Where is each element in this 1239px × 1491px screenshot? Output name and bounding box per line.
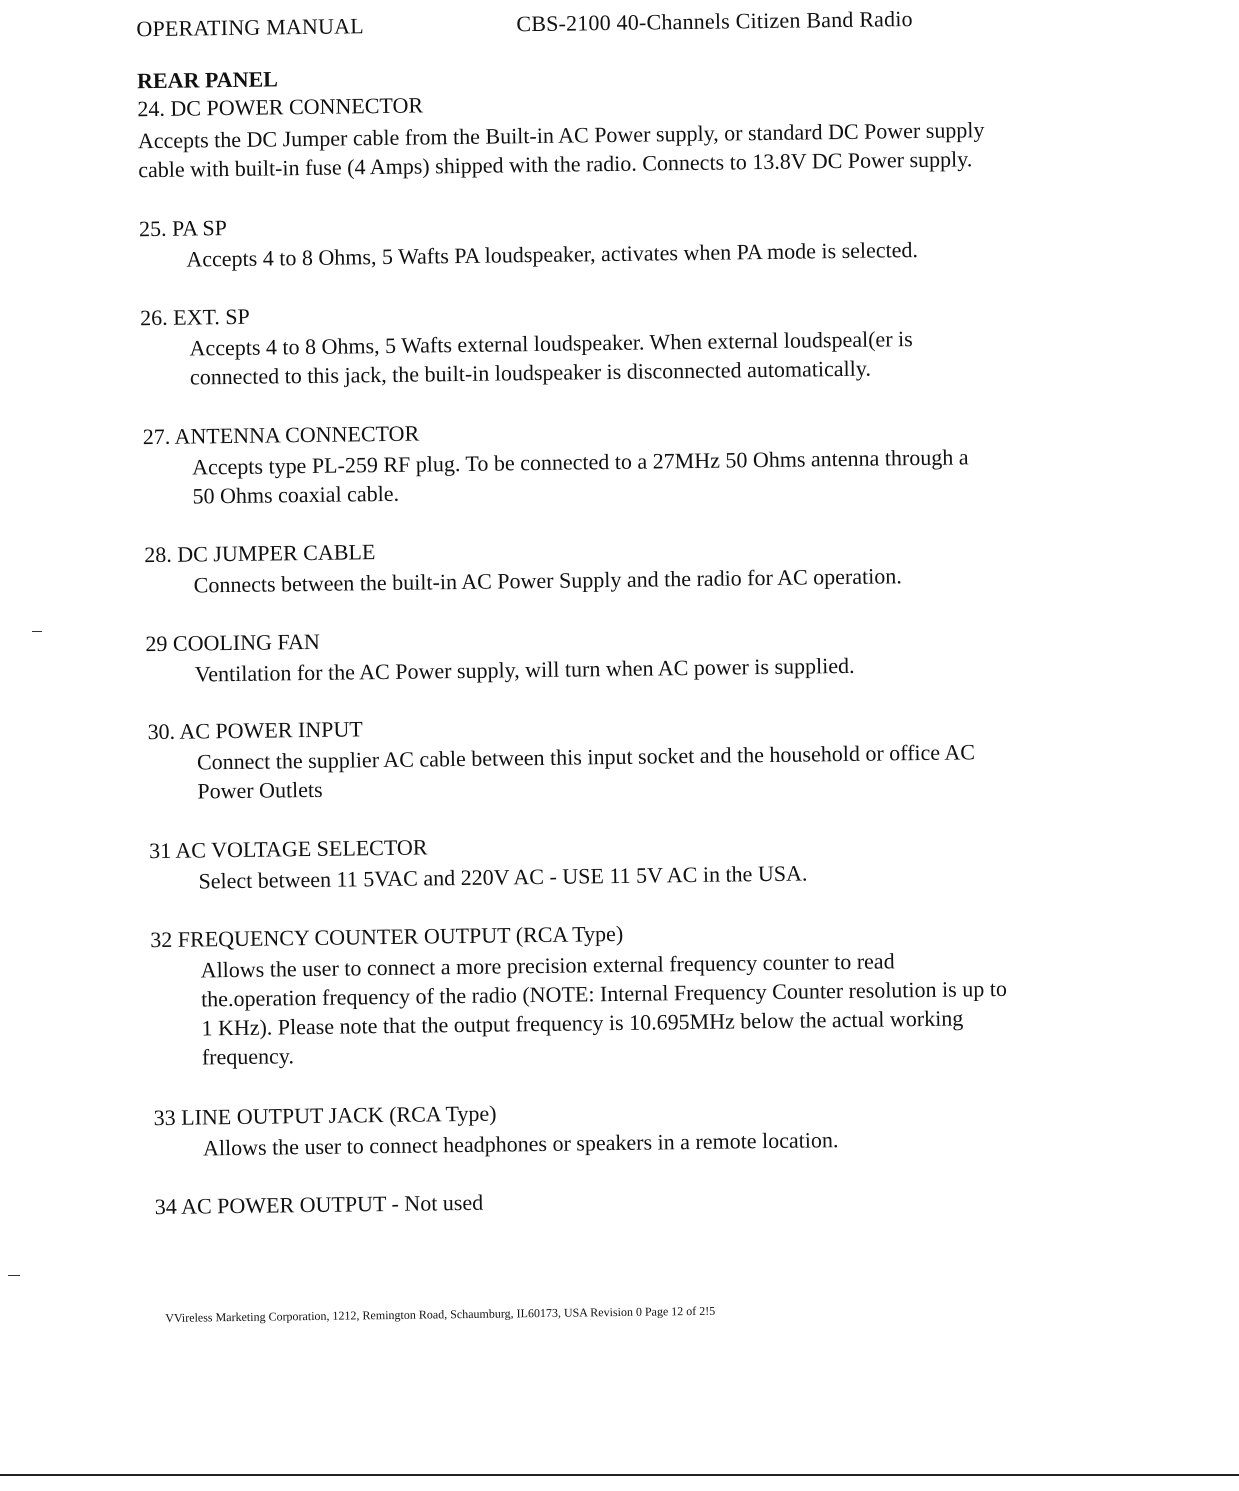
item-29-desc-line-1: Ventilation for the AC Power supply, will turn when AC power is supplied. [194,652,855,687]
item-34-heading: 34 AC POWER OUTPUT - Not used [154,1189,484,1220]
item-32-heading: 32 FREQUENCY COUNTER OUTPUT (RCA Type) [150,920,624,953]
section-title: REAR PANEL [136,66,278,94]
item-24-desc-line-2: cable with built-in fuse (4 Amps) shipped with the radio. Connects to 13.8V DC Power supply. [138,146,973,183]
item-27-desc-line-1: Accepts type PL-259 RF plug. To be connected to a 27MHz 50 Ohms antenna through a [191,444,969,480]
header-product-title: CBS-2100 40-Channels Citizen Band Radio [516,6,913,37]
header-manual-title: OPERATING MANUAL [136,13,365,42]
bottom-rule [0,1474,1239,1476]
item-26-heading: 26. EXT. SP [140,303,250,331]
item-31-heading: 31 AC VOLTAGE SELECTOR [148,834,428,864]
item-32-desc-line-4: frequency. [201,1043,295,1070]
item-32-desc-line-2: the.operation frequency of the radio (NOTE: Internal Frequency Counter resolution is up to [200,975,1008,1012]
item-27-heading: 27. ANTENNA CONNECTOR [142,420,420,450]
item-26-desc-line-2: connected to this jack, the built-in loudspeaker is disconnected automatically. [189,355,872,390]
item-25-heading: 25. PA SP [138,215,228,242]
item-27-desc-line-2: 50 Ohms coaxial cable. [192,480,400,509]
item-30-heading: 30. AC POWER INPUT [147,716,363,745]
item-26-desc-line-1: Accepts 4 to 8 Ohms, 5 Wafts external loudspeaker. When external loudspeal(er is [189,326,913,361]
scan-mark-2 [8,1275,20,1276]
item-31-desc-line-1: Select between 11 5VAC and 220V AC - USE 11 5V AC in the USA. [198,860,808,894]
item-30-desc-line-1: Connect the supplier AC cable between this input socket and the household or office AC [196,739,976,775]
item-30-desc-line-2: Power Outlets [197,776,323,804]
item-28-desc-line-1: Connects between the built-in AC Power Supply and the radio for AC operation. [193,563,902,598]
item-32-desc-line-3: 1 KHz). Please note that the output frequency is 10.695MHz below the actual working [201,1005,964,1041]
item-25-desc-line-1: Accepts 4 to 8 Ohms, 5 Wafts PA loudspeaker, activates when PA mode is selected. [186,237,919,272]
scan-mark-1 [32,631,42,632]
item-33-desc-line-1: Allows the user to connect headphones or speakers in a remote location. [202,1127,839,1161]
item-33-heading: 33 LINE OUTPUT JACK (RCA Type) [153,1100,497,1131]
item-29-heading: 29 COOLING FAN [145,628,320,657]
item-32-desc-line-1: Allows the user to connect a more precision external frequency counter to read [200,948,895,983]
item-24-desc-line-1: Accepts the DC Jumper cable from the Built-in AC Power supply, or standard DC Power supply [137,117,985,154]
item-24-heading: 24. DC POWER CONNECTOR [137,92,424,122]
item-28-heading: 28. DC JUMPER CABLE [144,539,376,568]
page-footer: VVireless Marketing Corporation, 1212, Remington Road, Schaumburg, IL60173, USA Revision 0 Page 12 of 2!5 [165,1303,716,1325]
